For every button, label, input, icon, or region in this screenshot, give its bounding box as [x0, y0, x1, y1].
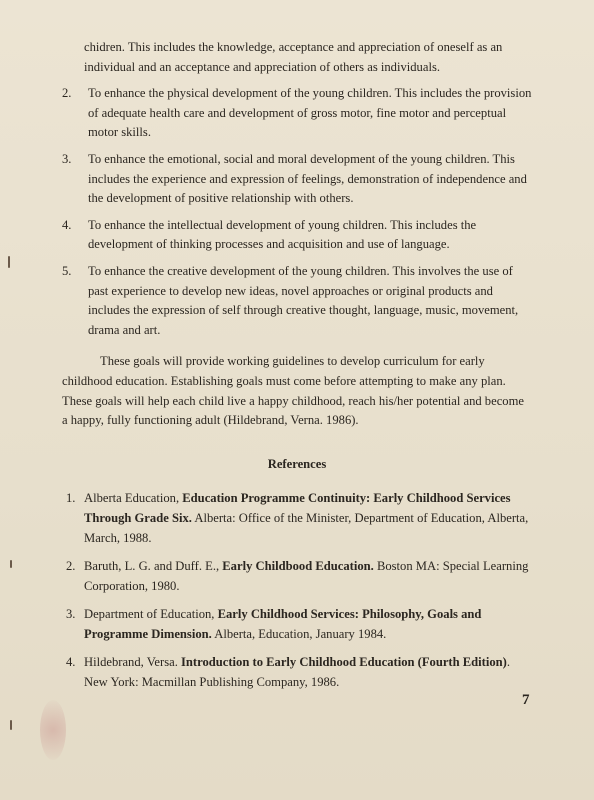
reference-author: Baruth, L. G. and Duff. E., — [84, 559, 223, 574]
reference-title: Education Programme Continuity: Early Childhood Services Through Grade Six. — [84, 491, 511, 526]
reference-title: Early Childbood Education. — [222, 559, 374, 574]
reference-item — [62, 556, 532, 596]
references-heading: References — [267, 456, 327, 471]
reference-publisher: Alberta, Education, January 1984. — [211, 627, 387, 642]
reference-number: 2. — [66, 559, 76, 574]
goal-item — [62, 216, 532, 255]
page-content — [62, 38, 532, 700]
goal-number: 5. — [62, 263, 72, 278]
reference-number: 1. — [66, 491, 76, 506]
paper-speck — [10, 560, 12, 568]
reference-title: Introduction to Early Childhood Education (Fourth Edition) — [181, 655, 507, 670]
reference-publisher: Boston MA: Special Learning Corporation, 1980. — [84, 559, 529, 594]
reference-author: Department of Education, — [84, 607, 218, 622]
goals-list — [62, 84, 532, 340]
reference-author: Hildebrand, Versa. — [84, 655, 181, 670]
reference-author: Alberta Education, — [84, 491, 183, 506]
reference-item — [62, 604, 532, 644]
references-list — [62, 488, 532, 692]
reference-number: 3. — [66, 607, 76, 622]
goal-item — [62, 84, 532, 143]
paper-speck — [8, 256, 10, 268]
summary-paragraph: These goals will provide working guidelines to develop curriculum for early childhood education. Establishing goals must come before attempting to make any plan. These goals will help each child live a happy childhood, reach his/her potential and become a happy, fully functioning adult (Hildebrand, Verna. 1986). — [62, 354, 524, 428]
goal-text: To enhance the emotional, social and moral development of the young children. This includes the experience and expression of feelings, demonstration of independence and the development of positive relationship with others. — [88, 151, 527, 206]
reference-publisher: Alberta: Office of the Minister, Department of Education, Alberta, March, 1988. — [84, 511, 529, 546]
goal-number: 4. — [62, 217, 72, 232]
paper-stain — [40, 700, 66, 760]
reference-publisher: . New York: Macmillan Publishing Company, 1986. — [84, 655, 511, 690]
page-number: 7 — [522, 692, 530, 708]
goal-text: To enhance the physical development of the young children. This includes the provision of adequate health care and development of gross motor, fine motor and perceptual motor skills. — [88, 86, 532, 140]
reference-item — [62, 488, 532, 548]
goal-1-continuation: chidren. This includes the knowledge, acceptance and appreciation of oneself as an individual and an acceptance and appreciation of others as individuals. — [84, 40, 503, 74]
reference-number: 4. — [66, 655, 76, 670]
goal-item — [62, 150, 532, 209]
reference-title: Early Childhood Services: Philosophy, Goals and Programme Dimension. — [84, 607, 482, 642]
reference-item — [62, 652, 532, 692]
paper-speck — [10, 720, 12, 730]
goal-text: To enhance the creative development of the young children. This involves the use of past experience to develop new ideas, novel approaches or original products and includes the expression of self through creative thought, language, music, movement, drama and art. — [88, 263, 519, 337]
goal-text: To enhance the intellectual development of young children. This includes the development of thinking processes and acquisition and use of language. — [88, 217, 477, 252]
goal-item — [62, 262, 532, 340]
goal-number: 2. — [62, 86, 72, 101]
goal-number: 3. — [62, 151, 72, 166]
